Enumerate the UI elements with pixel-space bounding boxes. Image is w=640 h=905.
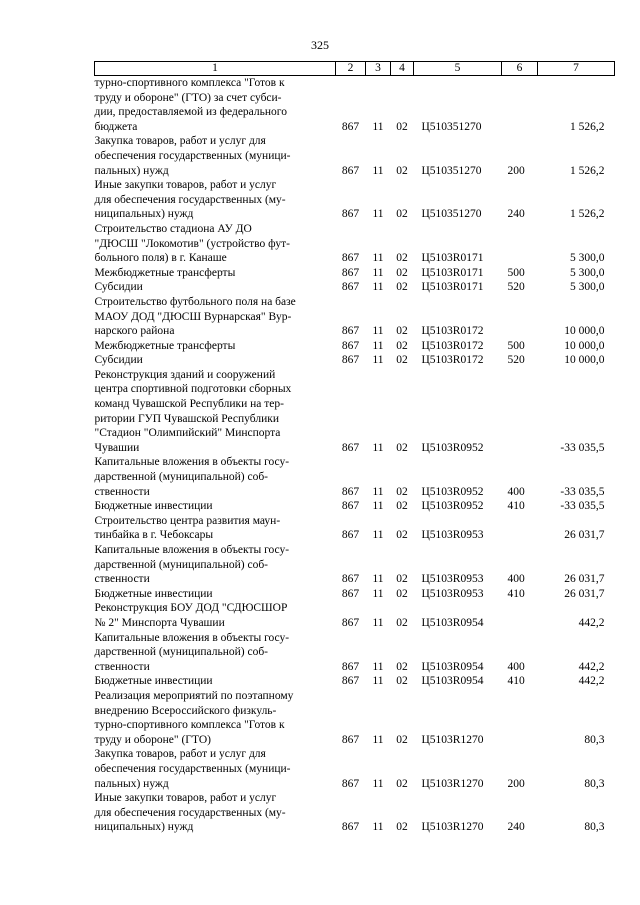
description-line: Строительство футбольного поля на базе	[94, 295, 296, 308]
row-description	[95, 368, 336, 456]
ministry-code: 867	[341, 281, 360, 294]
expense-type-code: 240	[507, 821, 525, 834]
subsection-code: 02	[396, 485, 408, 498]
ministry-code: 867	[341, 164, 360, 177]
description-line: обеспечения государственных (муници-	[94, 762, 291, 775]
description-line: "ДЮСШ "Локомотив" (устройство фут-	[94, 237, 290, 250]
section-code: 11	[372, 777, 384, 790]
target-article-code: Ц5103R0172	[421, 339, 484, 352]
section-code: 11	[372, 821, 384, 834]
amount: 5 300,0	[570, 252, 605, 265]
table-row	[95, 631, 615, 675]
description-line: Капитальные вложения в объекты госу-	[94, 631, 290, 644]
description-line: тинбайка в г. Чебоксары	[94, 529, 214, 542]
section-code: 11	[372, 339, 384, 352]
expense-type-code: 400	[507, 660, 525, 673]
description-line: команд Чувашской Республики на тер-	[94, 398, 284, 411]
table-row	[95, 674, 615, 689]
header-col-7: 7	[538, 62, 615, 76]
description-line: внедрению Всероссийского физкуль-	[94, 704, 277, 717]
target-article-code: Ц5103R0952	[421, 485, 484, 498]
section-code: 11	[372, 616, 384, 629]
ministry-code: 867	[341, 587, 360, 600]
row-description	[95, 134, 336, 178]
ministry-code: 867	[341, 339, 360, 352]
description-line: Чувашии	[94, 441, 140, 454]
table-row	[95, 543, 615, 587]
table-row	[95, 587, 615, 602]
subsection-code: 02	[396, 733, 408, 746]
expense-type-code	[502, 295, 538, 339]
header-col-5: 5	[414, 62, 502, 76]
description-line: Иные закупки товаров, работ и услуг	[94, 792, 277, 805]
subsection-code: 02	[396, 660, 408, 673]
section-code: 11	[372, 164, 384, 177]
section-code: 11	[372, 266, 384, 279]
description-line: нарского района	[94, 325, 175, 338]
amount: 26 031,7	[564, 587, 605, 600]
description-line: Реконструкция зданий и сооружений	[94, 368, 276, 381]
amount: 442,2	[578, 675, 605, 688]
ministry-code: 867	[341, 821, 360, 834]
amount: -33 035,5	[560, 441, 605, 454]
subsection-code: 02	[396, 266, 408, 279]
amount: 80,3	[584, 777, 605, 790]
target-article-code: Ц5103R0172	[421, 354, 484, 367]
description-line: больного поля) в г. Канаше	[94, 252, 227, 265]
target-article-code: Ц5103R0172	[421, 325, 484, 338]
target-article-code: Ц510351270	[421, 120, 482, 133]
target-article-code: Ц5103R0953	[421, 529, 484, 542]
subsection-code: 02	[396, 120, 408, 133]
row-description	[95, 178, 336, 222]
section-code: 11	[372, 441, 384, 454]
target-article-code: Ц5103R0954	[421, 616, 484, 629]
section-code: 11	[372, 252, 384, 265]
table-row	[95, 368, 615, 456]
amount: 10 000,0	[564, 354, 605, 367]
target-article-code: Ц5103R0953	[421, 573, 484, 586]
target-article-code: Ц5103R1270	[421, 821, 484, 834]
description-line: Реконструкция БОУ ДОД "СДЮСШОР	[94, 602, 288, 615]
header-row	[95, 62, 615, 76]
description-line: Субсидии	[94, 281, 143, 294]
ministry-code: 867	[341, 441, 360, 454]
row-description	[95, 689, 336, 747]
row-description	[95, 280, 336, 295]
table-row	[95, 295, 615, 339]
ministry-code: 867	[341, 325, 360, 338]
subsection-code: 02	[396, 675, 408, 688]
expense-type-code	[502, 689, 538, 747]
expense-type-code: 410	[507, 587, 525, 600]
amount: 5 300,0	[570, 266, 605, 279]
ministry-code: 867	[341, 529, 360, 542]
subsection-code: 02	[396, 354, 408, 367]
ministry-code: 867	[341, 485, 360, 498]
row-description	[95, 339, 336, 354]
section-code: 11	[372, 354, 384, 367]
ministry-code: 867	[341, 777, 360, 790]
expense-type-code: 520	[507, 281, 525, 294]
description-line: турно-спортивного комплекса "Готов к	[94, 719, 285, 732]
description-line: для обеспечения государственных (му-	[94, 806, 286, 819]
section-code: 11	[372, 208, 384, 221]
description-line: обеспечения государственных (муници-	[94, 149, 291, 162]
ministry-code: 867	[341, 252, 360, 265]
header-col-2: 2	[336, 62, 366, 76]
ministry-code: 867	[341, 208, 360, 221]
expense-type-code: 400	[507, 573, 525, 586]
page-number: 325	[311, 38, 329, 52]
row-description	[95, 674, 336, 689]
target-article-code: Ц5103R0954	[421, 675, 484, 688]
target-article-code: Ц5103R1270	[421, 733, 484, 746]
expense-type-code: 410	[507, 500, 525, 513]
table-row	[95, 280, 615, 295]
description-line: бюджета	[94, 120, 138, 133]
description-line: № 2" Минспорта Чувашии	[94, 616, 225, 629]
target-article-code: Ц5103R0171	[421, 281, 484, 294]
amount: -33 035,5	[560, 500, 605, 513]
ministry-code: 867	[341, 266, 360, 279]
description-line: труду и обороне" (ГТО)	[94, 733, 211, 746]
table-row	[95, 353, 615, 368]
row-description	[95, 514, 336, 543]
description-line: Капитальные вложения в объекты госу-	[94, 456, 290, 469]
expense-type-code: 240	[507, 208, 525, 221]
description-line: Строительство центра развития маун-	[94, 514, 281, 527]
description-line: пальных) нужд	[94, 164, 169, 177]
subsection-code: 02	[396, 616, 408, 629]
expense-type-code: 200	[507, 164, 525, 177]
description-line: ритории ГУП Чувашской Республики	[94, 412, 279, 425]
ministry-code: 867	[341, 733, 360, 746]
target-article-code: Ц5103R0952	[421, 441, 484, 454]
description-line: Бюджетные инвестиции	[94, 500, 213, 513]
expense-type-code: 400	[507, 485, 525, 498]
amount: 1 526,2	[570, 164, 605, 177]
amount: 5 300,0	[570, 281, 605, 294]
subsection-code: 02	[396, 587, 408, 600]
description-line: центра спортивной подготовки сборных	[94, 383, 292, 396]
description-line: Закупка товаров, работ и услуг для	[94, 748, 266, 761]
description-line: дарственной (муниципальной) соб-	[94, 558, 269, 571]
ministry-code: 867	[341, 660, 360, 673]
table-row	[95, 601, 615, 630]
subsection-code: 02	[396, 208, 408, 221]
subsection-code: 02	[396, 777, 408, 790]
row-description	[95, 222, 336, 266]
description-line: Бюджетные инвестиции	[94, 587, 213, 600]
description-line: ственности	[94, 485, 150, 498]
section-code: 11	[372, 675, 384, 688]
amount: 442,2	[578, 660, 605, 673]
amount: 1 526,2	[570, 120, 605, 133]
ministry-code: 867	[341, 354, 360, 367]
description-line: турно-спортивного комплекса "Готов к	[94, 77, 285, 89]
expense-type-code	[502, 222, 538, 266]
row-description	[95, 499, 336, 514]
target-article-code: Ц5103R1270	[421, 777, 484, 790]
section-code: 11	[372, 281, 384, 294]
description-line: Реализация мероприятий по поэтапному	[94, 689, 294, 702]
description-line: дии, предоставляемой из федерального	[94, 106, 287, 119]
row-description	[95, 747, 336, 791]
expense-type-code: 200	[507, 777, 525, 790]
amount: 442,2	[578, 616, 605, 629]
subsection-code: 02	[396, 500, 408, 513]
table-row	[95, 689, 615, 747]
description-line: Закупка товаров, работ и услуг для	[94, 135, 266, 148]
table-row	[95, 339, 615, 354]
row-description	[95, 455, 336, 499]
description-line: дарственной (муниципальной) соб-	[94, 646, 269, 659]
expense-type-code: 500	[507, 339, 525, 352]
target-article-code: Ц510351270	[421, 164, 482, 177]
table-header	[95, 62, 615, 76]
section-code: 11	[372, 573, 384, 586]
table-row	[95, 747, 615, 791]
header-col-6: 6	[502, 62, 538, 76]
description-line: Субсидии	[94, 354, 143, 367]
section-code: 11	[372, 529, 384, 542]
table-row	[95, 76, 615, 135]
amount: 80,3	[584, 733, 605, 746]
table-row	[95, 455, 615, 499]
amount: 10 000,0	[564, 325, 605, 338]
subsection-code: 02	[396, 529, 408, 542]
table-row	[95, 514, 615, 543]
ministry-code: 867	[341, 675, 360, 688]
table-body	[95, 76, 615, 835]
table-row	[95, 178, 615, 222]
section-code: 11	[372, 325, 384, 338]
row-description	[95, 587, 336, 602]
description-line: Бюджетные инвестиции	[94, 675, 213, 688]
row-description	[95, 791, 336, 835]
table-row	[95, 499, 615, 514]
description-line: ниципальных) нужд	[94, 208, 194, 221]
description-line: "Стадион "Олимпийский" Минспорта	[94, 427, 281, 440]
description-line: Иные закупки товаров, работ и услуг	[94, 179, 277, 192]
header-col-1: 1	[95, 62, 336, 76]
section-code: 11	[372, 500, 384, 513]
amount: 1 526,2	[570, 208, 605, 221]
description-line: ственности	[94, 660, 150, 673]
amount: 10 000,0	[564, 339, 605, 352]
ministry-code: 867	[341, 500, 360, 513]
subsection-code: 02	[396, 573, 408, 586]
target-article-code: Ц5103R0952	[421, 500, 484, 513]
description-line: ниципальных) нужд	[94, 821, 194, 834]
row-description	[95, 76, 336, 135]
subsection-code: 02	[396, 821, 408, 834]
expense-type-code	[502, 76, 538, 135]
target-article-code: Ц510351270	[421, 208, 482, 221]
ministry-code: 867	[341, 616, 360, 629]
header-col-4: 4	[391, 62, 414, 76]
description-line: МАОУ ДОД "ДЮСШ Вурнарская" Вур-	[94, 310, 292, 323]
row-description	[95, 543, 336, 587]
row-description	[95, 295, 336, 339]
section-code: 11	[372, 120, 384, 133]
subsection-code: 02	[396, 441, 408, 454]
section-code: 11	[372, 485, 384, 498]
description-line: пальных) нужд	[94, 777, 169, 790]
amount: 26 031,7	[564, 529, 605, 542]
description-line: Капитальные вложения в объекты госу-	[94, 544, 290, 556]
target-article-code: Ц5103R0171	[421, 266, 484, 279]
expense-type-code: 410	[507, 675, 525, 688]
section-code: 11	[372, 587, 384, 600]
expense-type-code	[502, 601, 538, 630]
amount: 80,3	[584, 821, 605, 834]
description-line: ственности	[94, 573, 150, 586]
description-line: дарственной (муниципальной) соб-	[94, 471, 269, 484]
subsection-code: 02	[396, 164, 408, 177]
table-row	[95, 266, 615, 281]
subsection-code: 02	[396, 325, 408, 338]
header-col-3: 3	[366, 62, 391, 76]
expense-type-code: 520	[507, 354, 525, 367]
description-line: для обеспечения государственных (му-	[94, 193, 286, 206]
ministry-code: 867	[341, 120, 360, 133]
expense-type-code	[502, 514, 538, 543]
table-row	[95, 134, 615, 178]
section-code: 11	[372, 660, 384, 673]
target-article-code: Ц5103R0953	[421, 587, 484, 600]
description-line: труду и обороне" (ГТО) за счет субси-	[94, 91, 282, 104]
description-line: Межбюджетные трансферты	[94, 339, 236, 352]
amount: 26 031,7	[564, 573, 605, 586]
ministry-code: 867	[341, 573, 360, 586]
target-article-code: Ц5103R0171	[421, 252, 484, 265]
budget-table	[94, 61, 615, 835]
table-row	[95, 222, 615, 266]
section-code: 11	[372, 733, 384, 746]
expense-type-code: 500	[507, 266, 525, 279]
expense-type-code	[502, 368, 538, 456]
row-description	[95, 601, 336, 630]
subsection-code: 02	[396, 281, 408, 294]
amount: -33 035,5	[560, 485, 605, 498]
description-line: Строительство стадиона АУ ДО	[94, 222, 252, 235]
subsection-code: 02	[396, 252, 408, 265]
description-line: Межбюджетные трансферты	[94, 266, 236, 279]
table-row	[95, 791, 615, 835]
subsection-code: 02	[396, 339, 408, 352]
target-article-code: Ц5103R0954	[421, 660, 484, 673]
row-description	[95, 353, 336, 368]
row-description	[95, 631, 336, 675]
row-description	[95, 266, 336, 281]
